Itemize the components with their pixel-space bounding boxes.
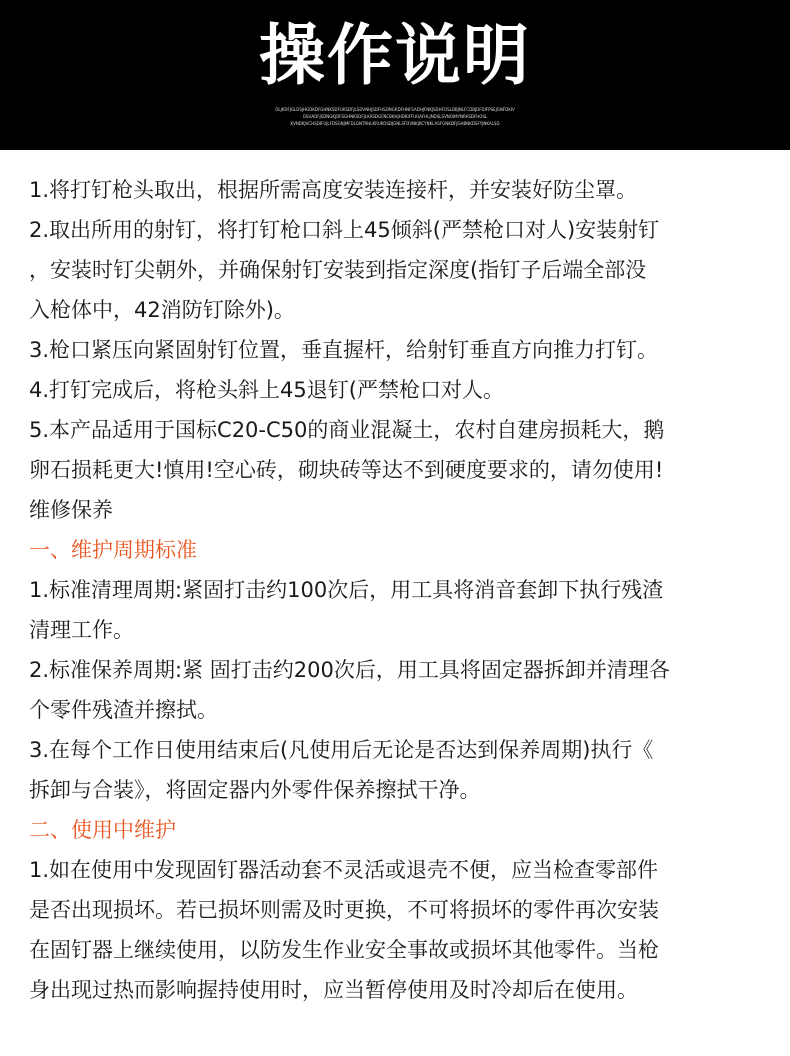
- section-heading-in-use-maintenance: 二、使用中维护: [29, 818, 176, 842]
- in-use-1-line-4: 身出现过热而影响握持使用时，应当暂停使用及时冷却后在使用。: [29, 978, 638, 1002]
- page-title: 操作说明: [259, 17, 531, 94]
- step-1-line: 1.将打钉枪头取出，根据所需高度安装连接杆，并安装好防尘罩。: [29, 178, 638, 202]
- maintenance-heading: 维修保养: [29, 498, 113, 522]
- cycle-1-line-2: 清理工作。: [29, 618, 134, 642]
- cycle-3-line-1: 3.在每个工作日使用结束后(凡使用后无论是否达到保养周期)执行《: [29, 738, 654, 762]
- cycle-3-line-2: 拆卸与合装》，将固定器内外零件保养擦拭干净。: [29, 778, 481, 802]
- cycle-2-line-2: 个零件残渣并擦拭。: [29, 698, 218, 722]
- step-5-line-1: 5.本产品适用于国标C20-C50的商业混凝土，农村自建房损耗大，鹅: [29, 418, 665, 442]
- step-2-line-1: 2.取出所用的射钉，将打钉枪口斜上45倾斜(严禁枪口对人)安装射钉: [29, 218, 660, 242]
- in-use-1-line-3: 在固钉器上继续使用，以防发生作业安全事故或损坏其他零件。当枪: [29, 938, 659, 962]
- fine-print-line: OLJKDFJGLDSJHGDKDFGHNKSDFUKSDFJLSDVNHJSDFHSDNGRDFHNFSADHJFNKJSDHFOSLDBJNLFCDBJDFDIFPSEJGNFDKIV: [275, 107, 515, 112]
- instructions-body: [29, 170, 769, 1010]
- fine-print-line: KVNDKJVCHSDIFUJLFDSGNJMFDLGNTRHLKRUKOSDJGNLSFDVNKJRCYNKLASFGNKDFJGHBNKDSFYJNKALSD: [290, 121, 500, 126]
- in-use-1-line-1: 1.如在使用中发现固钉器活动套不灵活或退壳不便，应当检查零部件: [29, 858, 659, 882]
- step-5-line-2: 卵石损耗更大!慎用!空心砖，砌块砖等达不到硬度要求的，请勿使用!: [29, 458, 664, 482]
- section-heading-maintenance-cycle: 一、维护周期标准: [29, 538, 197, 562]
- step-3-line: 3.枪口紧压向紧固射钉位置，垂直握杆，给射钉垂直方向推力打钉。: [29, 338, 659, 362]
- fine-print-line: OSUADFJSDNGKJDFSGHNKSDFJLKASDGFNCBKHJHDKIFFUOAFHLJNDSLSVNOIMYNRASDFHOSL: [302, 114, 488, 119]
- step-4-line: 4.打钉完成后，将枪头斜上45退钉(严禁枪口对人。: [29, 378, 504, 402]
- step-2-line-2: ，安装时钉尖朝外，并确保射钉安装到指定深度(指钉子后端全部没: [29, 258, 647, 282]
- step-2-line-3: 入枪体中，42消防钉除外)。: [29, 298, 295, 322]
- banner-fine-print: [200, 106, 590, 127]
- cycle-1-line-1: 1.标准清理周期:紧固打击约100次后，用工具将消音套卸下执行残渣: [29, 578, 664, 602]
- cycle-2-line-1: 2.标准保养周期:紧 固打击约200次后，用工具将固定器拆卸并清理各: [29, 658, 670, 682]
- title-banner: [0, 0, 790, 150]
- in-use-1-line-2: 是否出现损坏。若已损坏则需及时更换，不可将损坏的零件再次安装: [29, 898, 659, 922]
